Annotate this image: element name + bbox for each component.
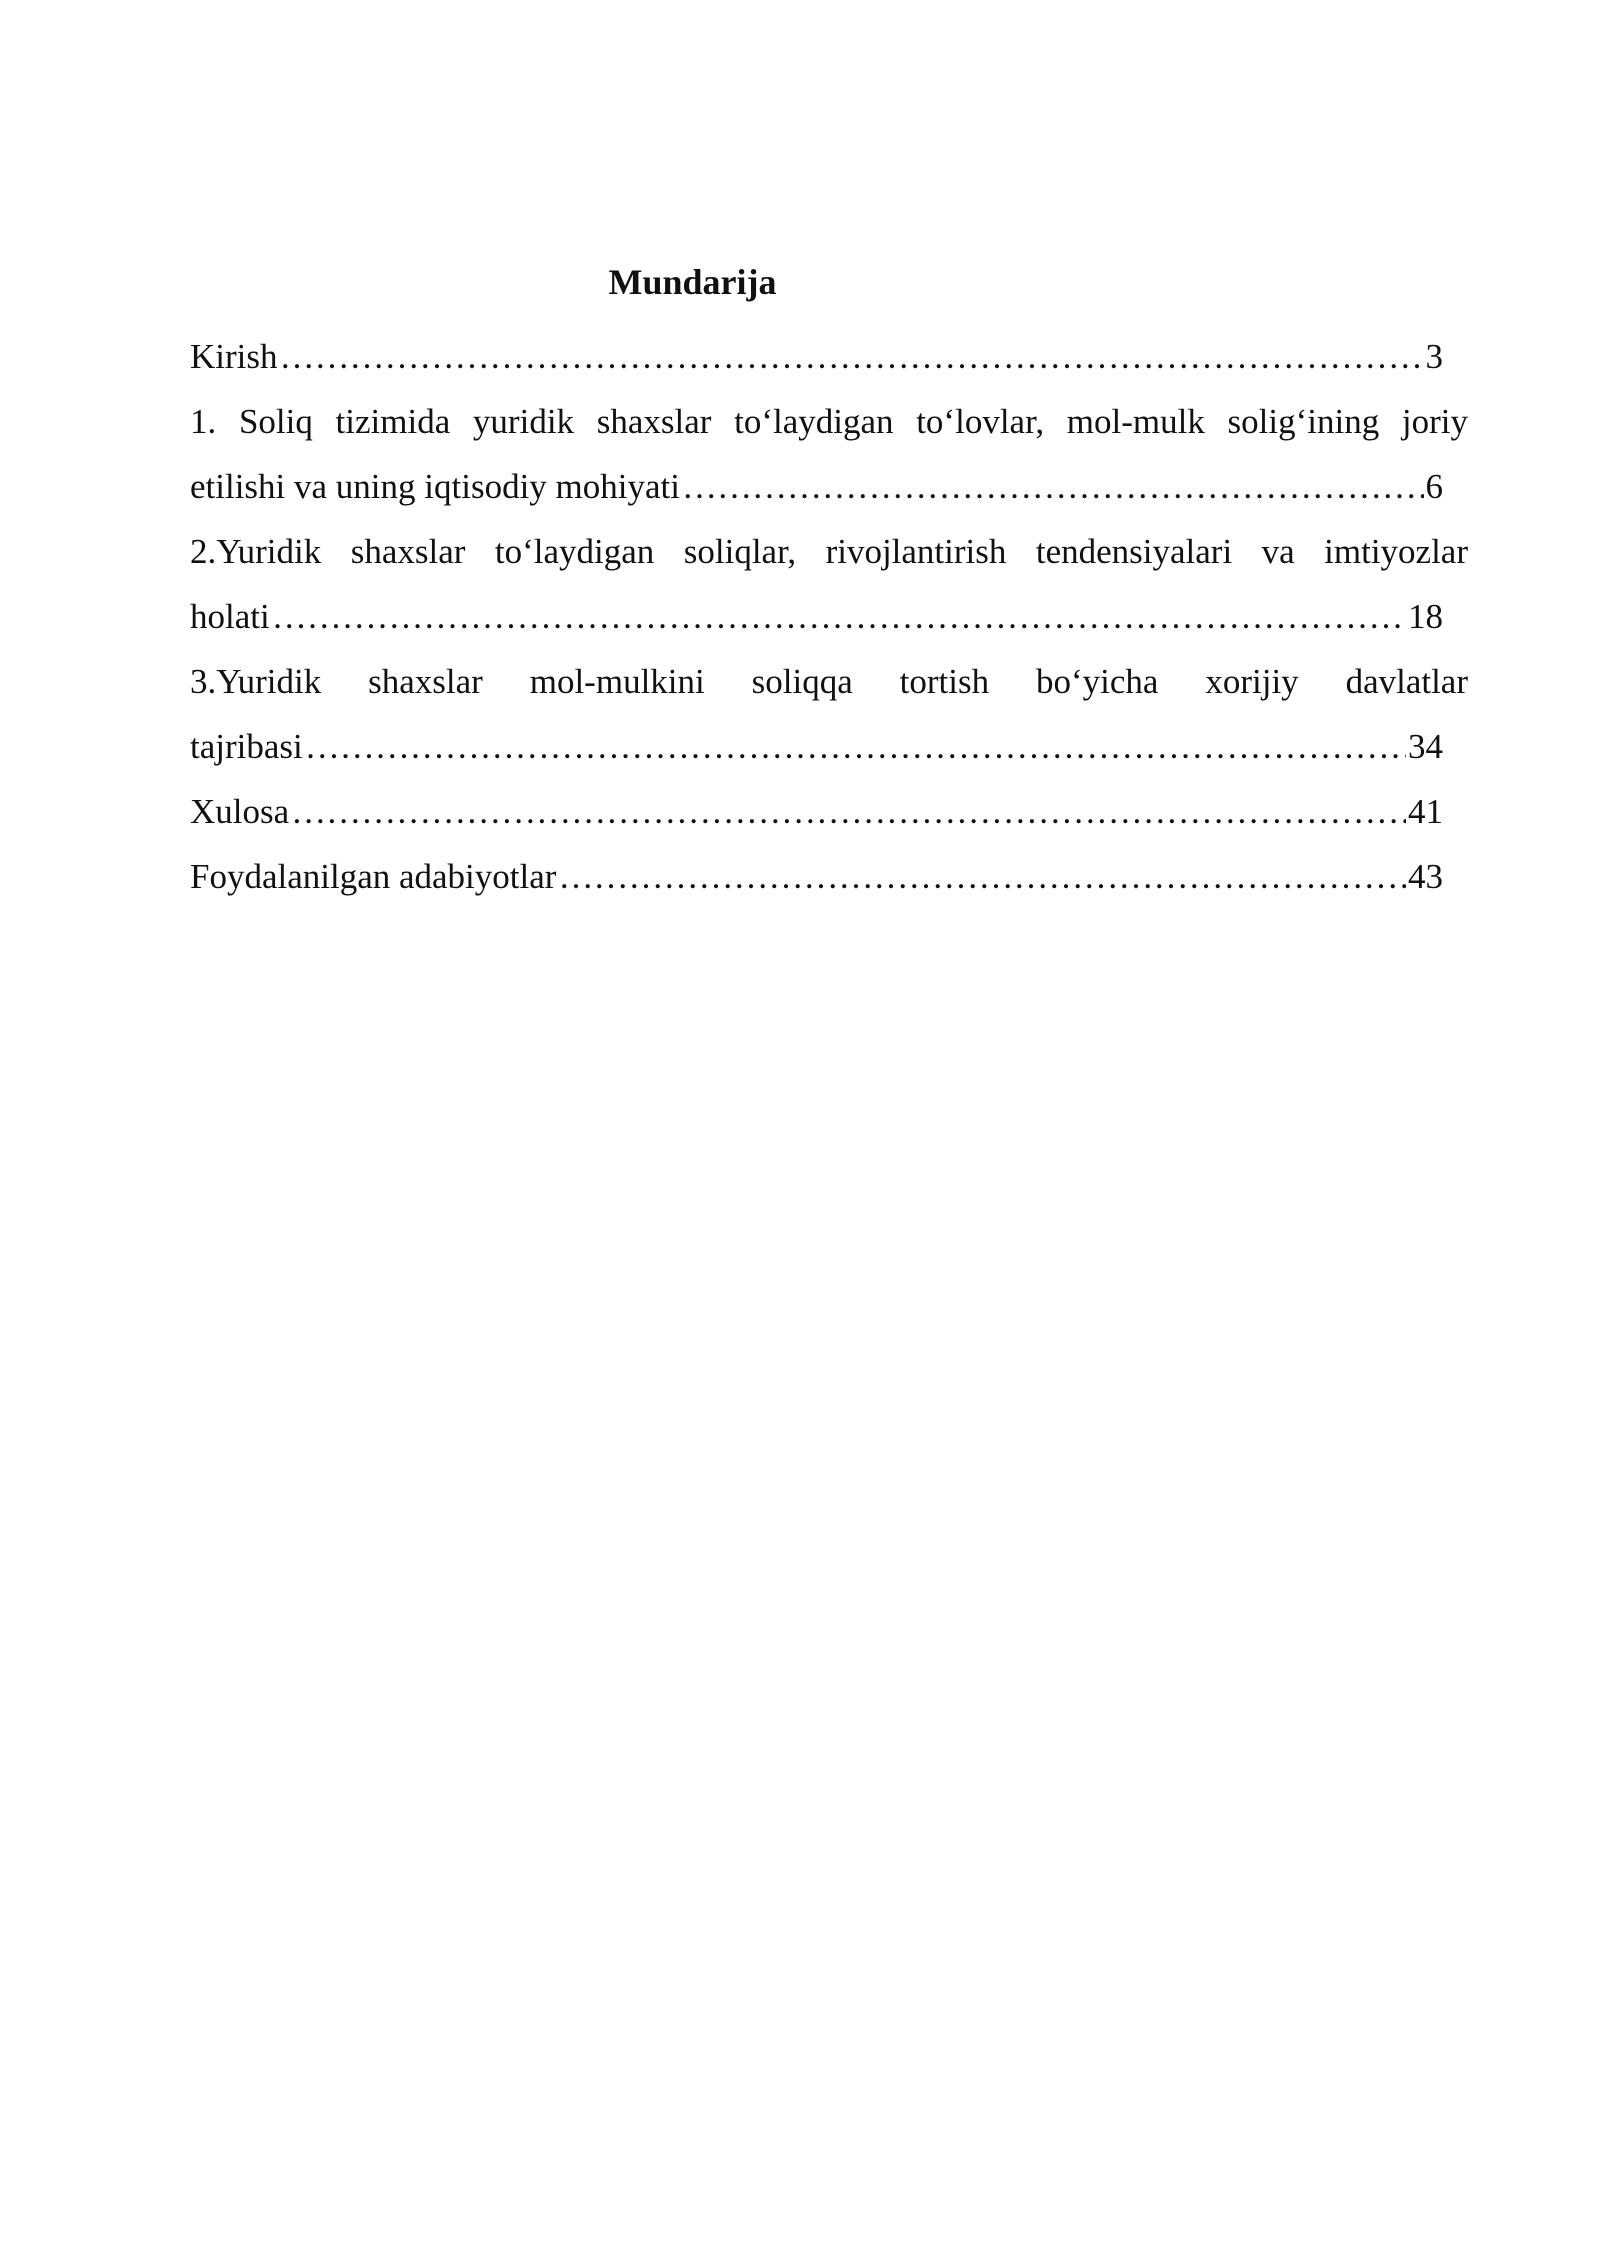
- dot-leader: [272, 584, 1406, 649]
- toc-entry-kirish: [190, 324, 1443, 389]
- toc-entry-xulosa: [190, 779, 1443, 844]
- dot-leader: [305, 714, 1406, 779]
- toc-page-number: 41: [1408, 792, 1443, 831]
- toc-entry-title-line: etilishi va uning iqtisodiy mohiyati: [190, 467, 680, 506]
- toc-entry-title-line: tajribasi: [190, 727, 303, 766]
- dot-leader: [682, 454, 1424, 519]
- toc-entry-title-line: 2.Yuridik shaxslar to‘laydigan soliqlar, rivojlantirish tendensiyalari va imtiyozlar: [190, 532, 1468, 571]
- toc-entry-references: [190, 844, 1443, 909]
- toc-title: Mundarija: [608, 262, 777, 302]
- toc-page-number: 3: [1425, 337, 1443, 376]
- dot-leader: [291, 779, 1406, 844]
- toc-page-number: 34: [1408, 727, 1443, 766]
- toc-entry-chapter-1: [190, 389, 1468, 519]
- dot-leader: [280, 324, 1424, 389]
- toc-entry-last-line: [190, 714, 1443, 779]
- toc-page-number: 18: [1408, 597, 1443, 636]
- toc-entry-title-line: 1. Soliq tizimida yuridik shaxslar to‘laydigan to‘lovlar, mol-mulk solig‘ining joriy: [190, 402, 1468, 441]
- toc-entry-last-line: [190, 454, 1443, 519]
- toc-entry-last-line: [190, 584, 1443, 649]
- toc-entry-title: Foydalanilgan adabiyotlar: [190, 857, 557, 896]
- toc-entry-title-line: holati: [190, 597, 270, 636]
- toc-entry-chapter-2: [190, 519, 1468, 649]
- toc-entry-chapter-3: [190, 649, 1468, 779]
- toc-page-number: 6: [1425, 467, 1443, 506]
- toc-page-number: 43: [1408, 857, 1443, 896]
- toc-entry-title: Kirish: [190, 337, 278, 376]
- dot-leader: [558, 844, 1406, 909]
- table-of-contents: [190, 324, 1468, 909]
- toc-entry-title: Xulosa: [190, 792, 290, 831]
- toc-entry-title-line: 3.Yuridik shaxslar mol-mulkini soliqqa tortish bo‘yicha xorijiy davlatlar: [190, 662, 1468, 701]
